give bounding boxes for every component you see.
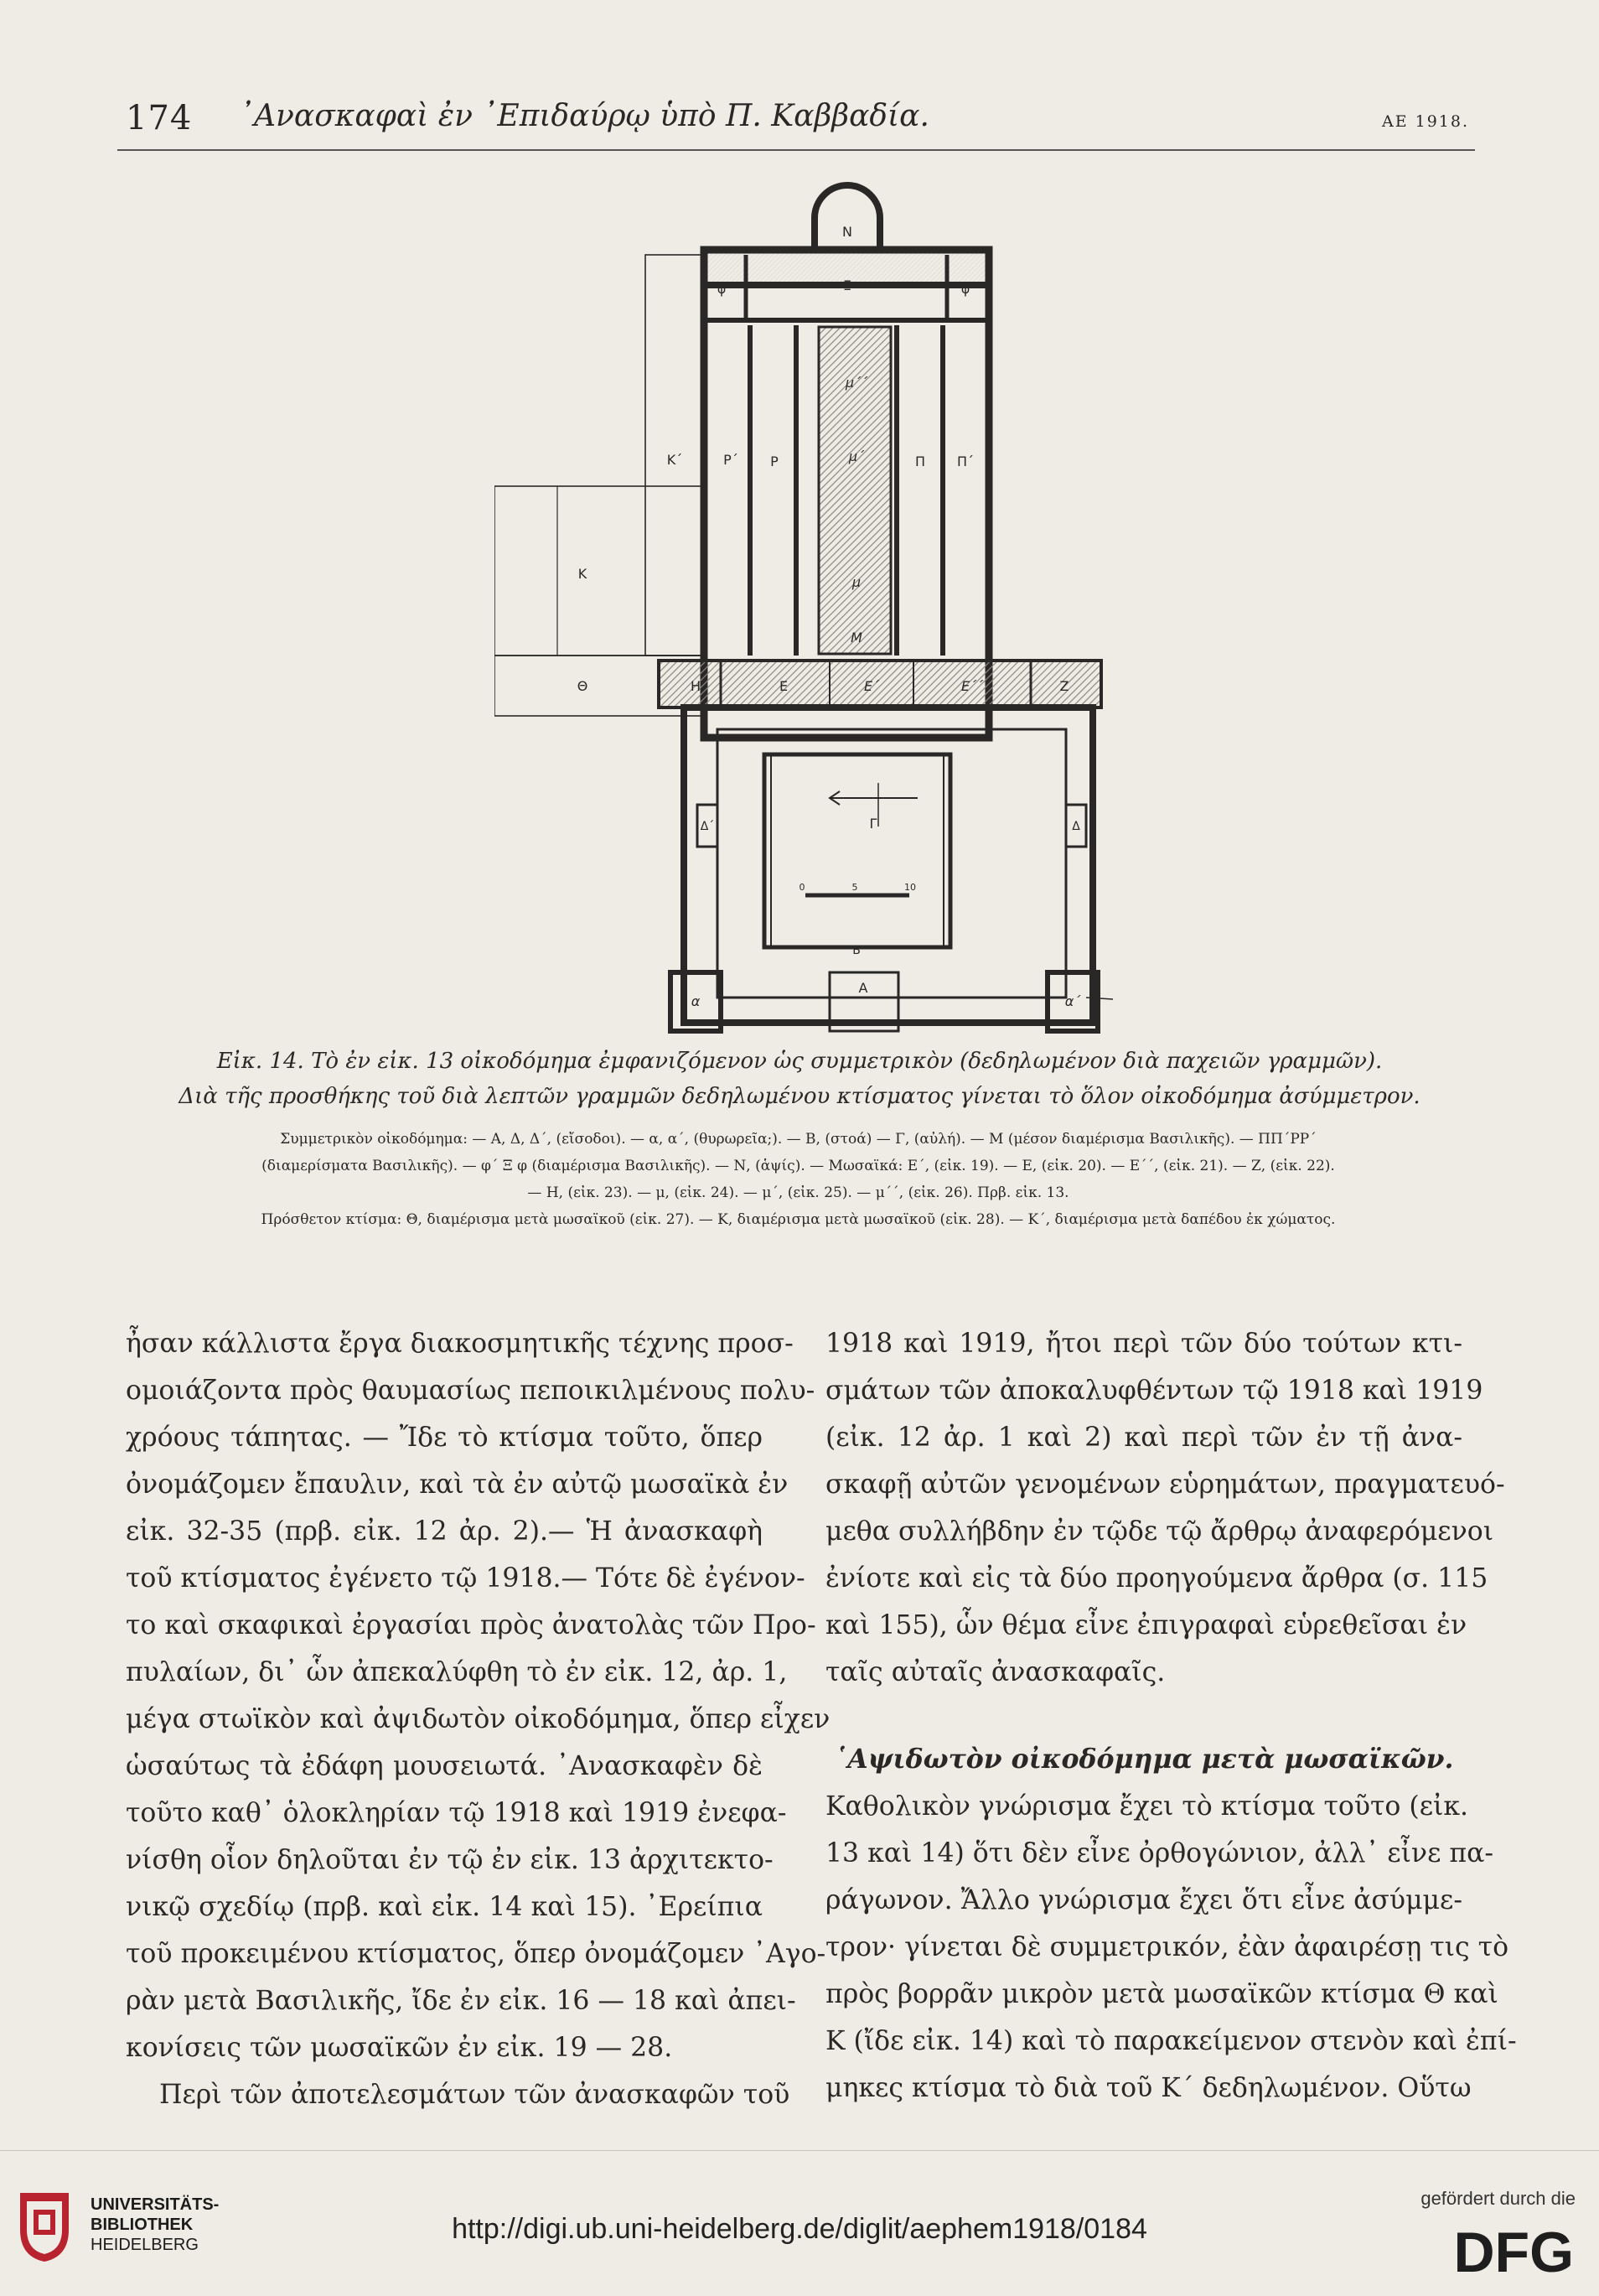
- library-line-2: BIBLIOTHEK: [91, 2216, 194, 2234]
- body-line: ταῖς αὐταῖς ἀνασκαφαῖς.: [825, 1657, 1166, 1687]
- body-line: νίσθη οἷον δηλοῦται ἐν τῷ ἐν εἰκ. 13 ἀρχιτεκτο-: [126, 1845, 774, 1875]
- body-line: τοῦ κτίσματος ἐγένετο τῷ 1918.— Τότε δὲ ἐγένον-: [126, 1563, 805, 1594]
- figure-caption-line-2: Διὰ τῆς προσθήκης τοῦ διὰ λεπτῶν γραμμῶν δεδηλωμένου κτίσματος γίνεται τὸ ὅλον οἰκοδόμημα ἀσύμμετρον.: [179, 1084, 1420, 1109]
- body-line: 1918 καὶ 1919, ἤτοι περὶ τῶν δύο τούτων κτι-: [825, 1329, 1462, 1359]
- plan-label-Delta-prime: Δ΄: [700, 820, 715, 833]
- body-line: ὀνομάζομεν ἔπαυλιν, καὶ τὰ ἐν αὐτῷ μωσαϊκὰ ἐν: [126, 1469, 789, 1500]
- plan-label-K-prime: K΄: [666, 452, 683, 468]
- scale-label-10: 10: [904, 882, 916, 893]
- svg-text:DFG: DFG: [1453, 2221, 1574, 2278]
- plan-label-E-prime: Ε΄: [863, 678, 880, 694]
- running-title: ᾿Ανασκαφαὶ ἐν ᾿Επιδαύρῳ ὑπὸ Π. Καββαδία.: [239, 99, 929, 133]
- plan-label-K: K: [577, 566, 587, 582]
- plan-label-H: Η: [690, 678, 701, 694]
- library-line-3: HEIDELBERG: [91, 2236, 199, 2254]
- body-line: ρὰν μετὰ Βασιλικῆς, ἴδε ἐν εἰκ. 16 — 18 καὶ ἀπει-: [126, 1986, 796, 2016]
- body-line: Κ (ἴδε εἰκ. 14) καὶ τὸ παρακείμενον στενὸν καὶ ἐπί-: [825, 2026, 1517, 2056]
- source-url[interactable]: http://digi.ub.uni-heidelberg.de/diglit/aephem1918/0184: [452, 2213, 1147, 2245]
- scale-label-5: 5: [851, 882, 858, 893]
- plan-label-Gamma: Γ: [869, 816, 877, 832]
- body-line: 13 καὶ 14) ὅτι δὲν εἶνε ὀρθογώνιον, ἀλλ᾿ εἶνε πα-: [825, 1838, 1494, 1868]
- section-heading: ῾Αψιδωτὸν οἰκοδόμημα μετὰ μωσαϊκῶν.: [834, 1744, 1454, 1775]
- body-line: το καὶ σκαφικαὶ ἐργασίαι πρὸς ἀνατολὰς τῶν Προ-: [126, 1610, 816, 1640]
- body-column-left: [126, 1320, 831, 2118]
- figure-legend-line-1: Συμμετρικὸν οἰκοδόμημα: — Α, Δ, Δ΄, (εἴσοδοι). — α, α΄, (θυρωρεῖα;). — Β, (στοά) — Γ, (αὐλή). — Μ (μέσον διαμέρισμα Βασιλικῆς). — ΠΠ΄ΡΡ΄: [280, 1131, 1317, 1148]
- plan-label-Xi: Ξ: [842, 277, 852, 293]
- plan-label-N: N: [842, 224, 852, 240]
- plan-label-A: A: [858, 980, 868, 996]
- body-line: ἦσαν κάλλιστα ἔργα διακοσμητικῆς τέχνης προσ-: [126, 1329, 794, 1359]
- body-line: νικῷ σχεδίῳ (πρβ. καὶ εἰκ. 14 καὶ 15). ᾿Ερείπια: [126, 1892, 763, 1922]
- figure-legend-line-2: (διαμερίσματα Βασιλικῆς). — φ΄ Ξ φ (διαμέρισμα Βασιλικῆς). — Ν, (ἁψίς). — Μωσαϊκά: Ε΄, (εἰκ. 19). — Ε, (εἰκ. 20). — Ε΄΄, (εἰκ. 21). — Ζ, (εἰκ. 22).: [261, 1158, 1335, 1174]
- body-line: τρον· γίνεται δὲ συμμετρικόν, ἐὰν ἀφαιρέσῃ τις τὸ: [825, 1932, 1509, 1962]
- journal-tag: ΑΕ 1918.: [1381, 112, 1469, 131]
- plan-label-M: Μ: [851, 630, 862, 645]
- body-line: Καθολικὸν γνώρισμα ἔχει τὸ κτίσμα τοῦτο (εἰκ.: [825, 1791, 1469, 1822]
- plan-label-mu-dprime: μ΄΄: [845, 375, 868, 391]
- body-line: μέγα στωϊκὸν καὶ ἀψιδωτὸν οἰκοδόμημα, ὅπερ εἶχεν: [126, 1704, 831, 1734]
- library-line-1: UNIVERSITÄTS-: [91, 2195, 220, 2214]
- plan-label-mu-prime: μ΄: [848, 448, 865, 464]
- figure-caption-line-1: Εἰκ. 14. Τὸ ἐν εἰκ. 13 οἰκοδόμημα ἐμφανιζόμενον ὡς συμμετρικὸν (δεδηλωμένον διὰ παχειῶν γραμμῶν).: [216, 1049, 1383, 1074]
- plan-label-B: B: [852, 944, 861, 957]
- plan-label-P-prime: Ρ΄: [723, 452, 738, 468]
- body-line: (εἰκ. 12 ἀρ. 1 καὶ 2) καὶ περὶ τῶν ἐν τῇ ἀνα-: [825, 1423, 1462, 1453]
- body-line: μηκες κτίσμα τὸ διὰ τοῦ Κ΄ δεδηλωμένον. Οὕτω: [825, 2073, 1472, 2103]
- footer-rule: [0, 2150, 1599, 2151]
- dfg-logo: [1408, 2220, 1576, 2278]
- body-line: ράγωνον. Ἄλλο γνώρισμα ἔχει ὅτι εἶνε ἀσύμμε-: [825, 1885, 1462, 1915]
- plan-label-alpha-prime: α΄: [1064, 993, 1081, 1009]
- plan-label-Theta: Θ: [577, 678, 588, 694]
- plan-label-Pi: Π: [914, 453, 926, 469]
- plan-label-E: Ε: [779, 678, 789, 694]
- funded-by-label: gefördert durch die: [1420, 2188, 1576, 2209]
- body-line: τοῦτο καθ᾿ ὁλοκληρίαν τῷ 1918 καὶ 1919 ἐνεφα-: [126, 1798, 787, 1828]
- body-line: χρόους τάπητας. — Ἴδε τὸ κτίσμα τοῦτο, ὅπερ: [126, 1423, 763, 1453]
- body-line: σκαφῇ αὐτῶν γενομένων εὑρημάτων, πραγματευό-: [825, 1469, 1505, 1500]
- body-line: μεθα συλλήβδην ἐν τῷδε τῷ ἄρθρῳ ἀναφερόμενοι: [825, 1516, 1494, 1547]
- figure-legend-line-3: — Η, (εἰκ. 23). — μ, (εἰκ. 24). — μ΄, (εἰκ. 25). — μ΄΄, (εἰκ. 26). Πρβ. εἰκ. 13.: [527, 1184, 1069, 1201]
- plan-label-mu: μ: [851, 574, 862, 590]
- plan-label-E-dprime: Ε΄΄: [960, 678, 984, 694]
- body-column-right: [825, 1320, 1517, 2112]
- plan-label-phi-prime: φ΄: [717, 281, 733, 297]
- body-line: πυλαίων, δι᾿ ὧν ἀπεκαλύφθη τὸ ἐν εἰκ. 12, ἀρ. 1,: [126, 1657, 788, 1687]
- floor-plan-figure: [494, 168, 1115, 1039]
- plan-label-phi: φ: [960, 281, 970, 297]
- plan-label-Delta: Δ: [1072, 820, 1080, 833]
- plan-label-P: Ρ: [770, 453, 779, 469]
- plan-label-Pi-prime: Π΄: [956, 453, 975, 469]
- body-line: ἐνίοτε καὶ εἰς τὰ δύο προηγούμενα ἄρθρα (σ. 115: [825, 1563, 1488, 1594]
- plan-label-Z: Ζ: [1059, 678, 1069, 694]
- body-line: τοῦ προκειμένου κτίσματος, ὅπερ ὀνομάζομεν ᾿Αγο-: [126, 1939, 826, 1969]
- page-number: 174: [126, 99, 193, 137]
- body-line: ὡσαύτως τὰ ἐδάφη μουσειωτά. ᾿Ανασκαφὲν δὲ: [126, 1751, 763, 1781]
- body-line: Περὶ τῶν ἀποτελεσμάτων τῶν ἀνασκαφῶν τοῦ: [159, 2080, 790, 2110]
- body-line: σμάτων τῶν ἀποκαλυφθέντων τῷ 1918 καὶ 1919: [825, 1376, 1483, 1406]
- body-line: πρὸς βορρᾶν μικρὸν μετὰ μωσαϊκῶν κτίσμα Θ καὶ: [825, 1979, 1498, 2009]
- body-line: εἰκ. 32-35 (πρβ. εἰκ. 12 ἀρ. 2).— Ἡ ἀνασκαφὴ: [126, 1516, 763, 1547]
- body-line: κονίσεις τῶν μωσαϊκῶν ἐν εἰκ. 19 — 28.: [126, 2033, 673, 2063]
- scale-label-0: 0: [799, 882, 805, 893]
- plan-label-alpha: α: [691, 993, 701, 1009]
- body-line: ομοιάζοντα πρὸς θαυμασίως πεποικιλμένους πολυ-: [126, 1376, 815, 1406]
- body-line: καὶ 155), ὧν θέμα εἶνε ἐπιγραφαὶ εὑρεθεῖσαι ἐν: [825, 1610, 1467, 1640]
- header-rule: [117, 149, 1475, 151]
- figure-legend-line-4: Πρόσθετον κτίσμα: Θ, διαμέρισμα μετὰ μωσαϊκοῦ (εἰκ. 27). — Κ, διαμέρισμα μετὰ μωσαϊκοῦ (εἰκ. 28). — Κ΄, διαμέρισμα μετὰ δαπέδου ἐκ χώματος.: [261, 1211, 1336, 1228]
